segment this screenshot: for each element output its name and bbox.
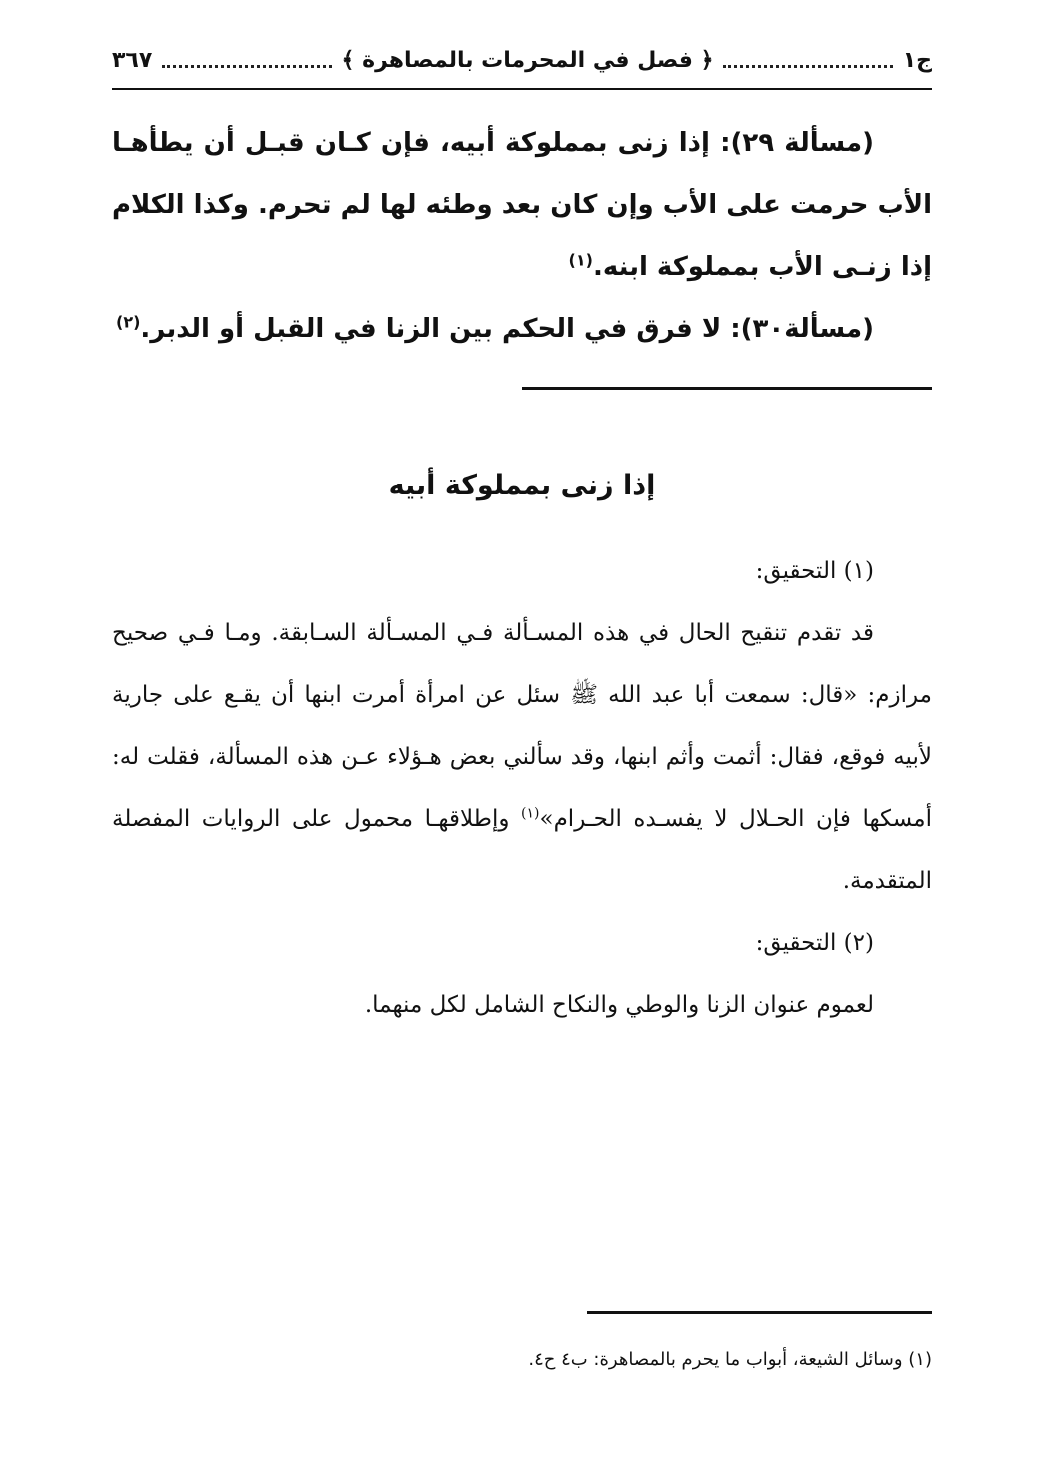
note-1-body [112,602,932,912]
masala-29-text: (مسألة ٢٩): إذا زنى بمملوكة أبيه، فإن كـان قبـل أن يطأهـا الأب حرمت على الأب وإن كان بعد وطئه لها لم تحرم. وكذا الكلام إذا زنـى الأب بمملوكة ابنه. [112,128,932,282]
note-2-label: (٢) التحقيق: [755,930,874,956]
page-number: ٣٦٧ [112,47,153,73]
header-rule [112,88,932,90]
commentary [112,540,932,1036]
note-1-text: قد تقدم تنقيح الحال في هذه المسـألة فـي المسـألة السـابقة. ومـا فـي صحيح مرازم: «قال: سمعت أبا عبد الله ﷺ سئل عن امرأة أمرت ابنها أن يقـع على جارية لأبيه فوقع، فقال: أثمت وأثم ابنها، وقد سألني بعض هـؤلاء عـن هذه المسألة، فقلت له: أمسكها فإن الحـلال لا يفسـده الحـرام» [112,620,932,832]
volume-label: ج١ [902,47,932,73]
leader-dots [723,65,892,68]
masala-30-paragraph [112,298,932,360]
leader-dots [162,65,331,68]
note-1-text-end: وإطلاقهـا محمول على الروايات المفصلة المتقدمة. [112,806,932,894]
masala-29-paragraph [112,112,932,298]
footnote-ref: (١) [521,805,540,822]
running-header [112,38,932,82]
note-2-body: لعموم عنوان الزنا والوطي والنكاح الشامل لكل منهما. [364,992,874,1018]
masala-30-text: (مسألة٣٠): لا فرق في الحكم بين الزنا في القبل أو الدبر. [140,314,874,344]
main-text [112,112,932,360]
chapter-title: ﴿ فصل في المحرمات بالمصاهرة ﴾ [341,47,714,73]
footnote: (١) وسائل الشيعة، أبواب ما يحرم بالمصاهرة: ب٤ ح٤. [528,1349,932,1370]
footnote-rule [587,1311,932,1314]
footnote-ref: (١) [568,250,593,270]
footnote-ref: (٢) [116,312,141,332]
section-title: إذا زنى بمملوكة أبيه [388,470,656,501]
section-divider [522,387,932,390]
note-1-label: (١) التحقيق: [755,558,874,584]
